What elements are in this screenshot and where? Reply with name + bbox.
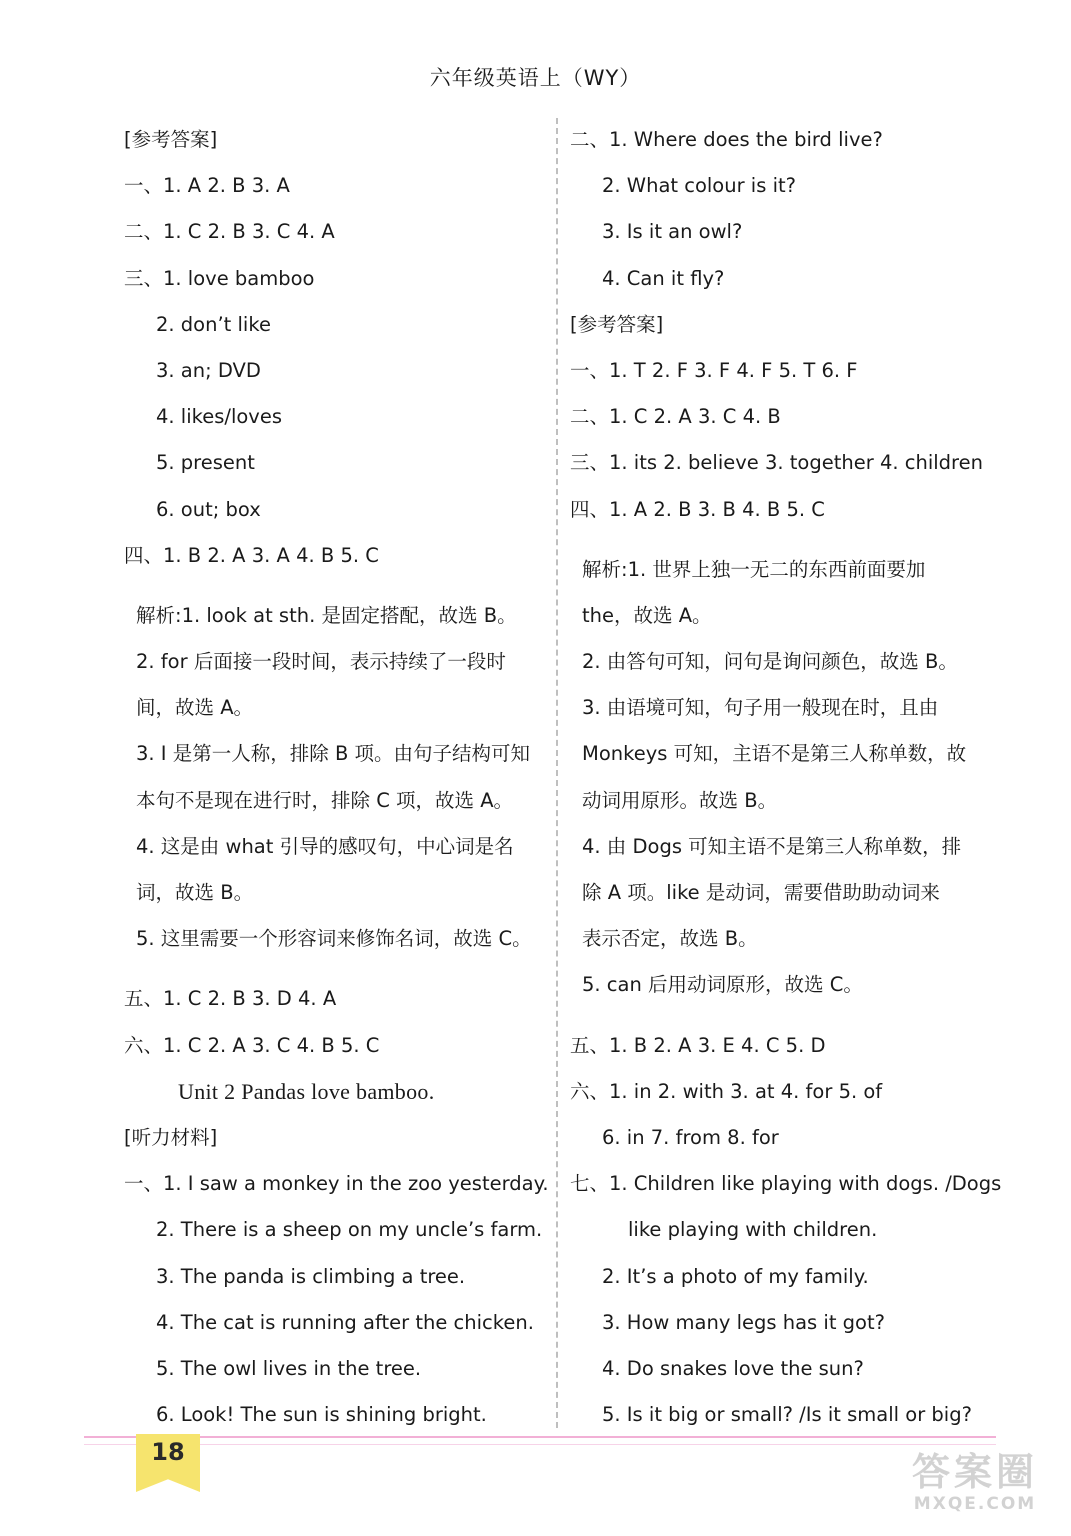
left-line-4: 2. don’t like xyxy=(156,312,271,336)
right-column xyxy=(570,124,1010,1445)
left-line-12: 间，故选 A。 xyxy=(136,696,254,720)
left-line-2: 二、1. C 2. B 3. C 4. A xyxy=(124,220,335,244)
left-line-18: 五、1. C 2. B 3. D 4. A xyxy=(124,987,337,1011)
right-line-26: 4. Do snakes love the sun? xyxy=(602,1356,864,1380)
left-line-14: 本句不是现在进行时，排除 C 项，故选 A。 xyxy=(136,788,514,812)
left-line-16: 词，故选 B。 xyxy=(136,881,254,904)
left-line-25: 4. The cat is running after the chicken. xyxy=(156,1310,534,1334)
left-line-26: 5. The owl lives in the tree. xyxy=(156,1356,422,1380)
right-line-8: 四、1. A 2. B 3. B 4. B 5. C xyxy=(570,497,825,521)
right-line-1: 2. What colour is it? xyxy=(602,174,797,198)
left-line-22: 一、1. I saw a monkey in the zoo yesterday. xyxy=(124,1172,549,1196)
right-line-24: 2. It’s a photo of my family. xyxy=(602,1264,869,1288)
right-line-16: 除 A 项。like 是动词，需要借助助动词来 xyxy=(582,881,940,904)
left-line-10: 解析:1. look at sth. 是固定搭配，故选 B。 xyxy=(136,603,517,627)
watermark-logo xyxy=(890,1450,1060,1514)
left-line-8: 6. out; box xyxy=(156,497,261,521)
page-header-title: 六年级英语上（WY） xyxy=(429,66,642,90)
left-line-6: 4. likes/loves xyxy=(156,405,283,429)
right-line-20: 六、1. in 2. with 3. at 4. for 5. of xyxy=(570,1079,883,1103)
right-line-10: the，故选 A。 xyxy=(582,603,712,627)
left-line-15: 4. 这是由 what 引导的感叹句，中心词是名 xyxy=(136,834,514,858)
right-line-15: 4. 由 Dogs 可知主语不是第三人称单数，排 xyxy=(582,834,962,858)
left-line-5: 3. an; DVD xyxy=(156,358,261,382)
right-line-18: 5. can 后用动词原形，故选 C。 xyxy=(582,973,863,997)
left-line-21: [听力材料] xyxy=(124,1125,218,1149)
right-line-22: 七、1. Children like playing with dogs. /Dogs xyxy=(570,1172,1002,1196)
right-line-4: [参考答案] xyxy=(570,312,664,336)
left-line-3: 三、1. love bamboo xyxy=(124,266,315,290)
left-column xyxy=(124,124,549,1445)
right-line-21: 6. in 7. from 8. for xyxy=(602,1125,779,1149)
right-line-11: 2. 由答句可知，问句是询问颜色，故选 B。 xyxy=(582,650,958,674)
right-line-3: 4. Can it fly? xyxy=(602,266,725,290)
left-line-0: [参考答案] xyxy=(124,128,218,151)
left-line-11: 2. for 后面接一段时间，表示持续了一段时 xyxy=(136,650,506,674)
right-line-23: like playing with children. xyxy=(628,1218,878,1242)
left-line-13: 3. I 是第一人称，排除 B 项。由句子结构可知 xyxy=(136,742,531,766)
watermark-main: 答案圈 xyxy=(911,1450,1038,1494)
right-line-7: 三、1. its 2. believe 3. together 4. children xyxy=(570,451,983,475)
watermark-url: MXQE.COM xyxy=(913,1494,1037,1514)
right-line-27: 5. Is it big or small? /Is it small or big? xyxy=(602,1403,972,1427)
right-line-25: 3. How many legs has it got? xyxy=(602,1310,885,1334)
right-line-6: 二、1. C 2. A 3. C 4. B xyxy=(570,405,781,429)
left-line-19: 六、1. C 2. A 3. C 4. B 5. C xyxy=(124,1033,380,1057)
left-line-23: 2. There is a sheep on my uncle’s farm. xyxy=(156,1218,543,1242)
right-line-17: 表示否定，故选 B。 xyxy=(582,927,758,951)
right-line-19: 五、1. B 2. A 3. E 4. C 5. D xyxy=(570,1033,826,1057)
right-line-9: 解析:1. 世界上独一无二的东西前面要加 xyxy=(582,557,926,581)
left-line-1: 一、1. A 2. B 3. A xyxy=(124,174,290,198)
left-line-27: 6. Look! The sun is shining bright. xyxy=(156,1403,487,1427)
left-line-20: Unit 2 Pandas love bamboo. xyxy=(178,1078,435,1104)
left-line-7: 5. present xyxy=(156,451,255,475)
page-number: 18 xyxy=(151,1438,185,1466)
right-line-12: 3. 由语境可知，句子用一般现在时，且由 xyxy=(582,696,939,720)
right-line-5: 一、1. T 2. F 3. F 4. F 5. T 6. F xyxy=(570,358,858,382)
left-line-24: 3. The panda is climbing a tree. xyxy=(156,1264,466,1288)
right-line-13: Monkeys 可知，主语不是第三人称单数，故 xyxy=(582,742,967,766)
footer-rule xyxy=(84,1436,996,1438)
right-line-14: 动词用原形。故选 B。 xyxy=(582,788,778,812)
right-line-0: 二、1. Where does the bird live? xyxy=(570,128,883,151)
right-line-2: 3. Is it an owl? xyxy=(602,220,743,244)
left-line-9: 四、1. B 2. A 3. A 4. B 5. C xyxy=(124,543,379,567)
footer-rule-secondary xyxy=(84,1444,996,1445)
left-line-17: 5. 这里需要一个形容词来修饰名词，故选 C。 xyxy=(136,927,532,951)
column-divider xyxy=(556,118,558,1428)
